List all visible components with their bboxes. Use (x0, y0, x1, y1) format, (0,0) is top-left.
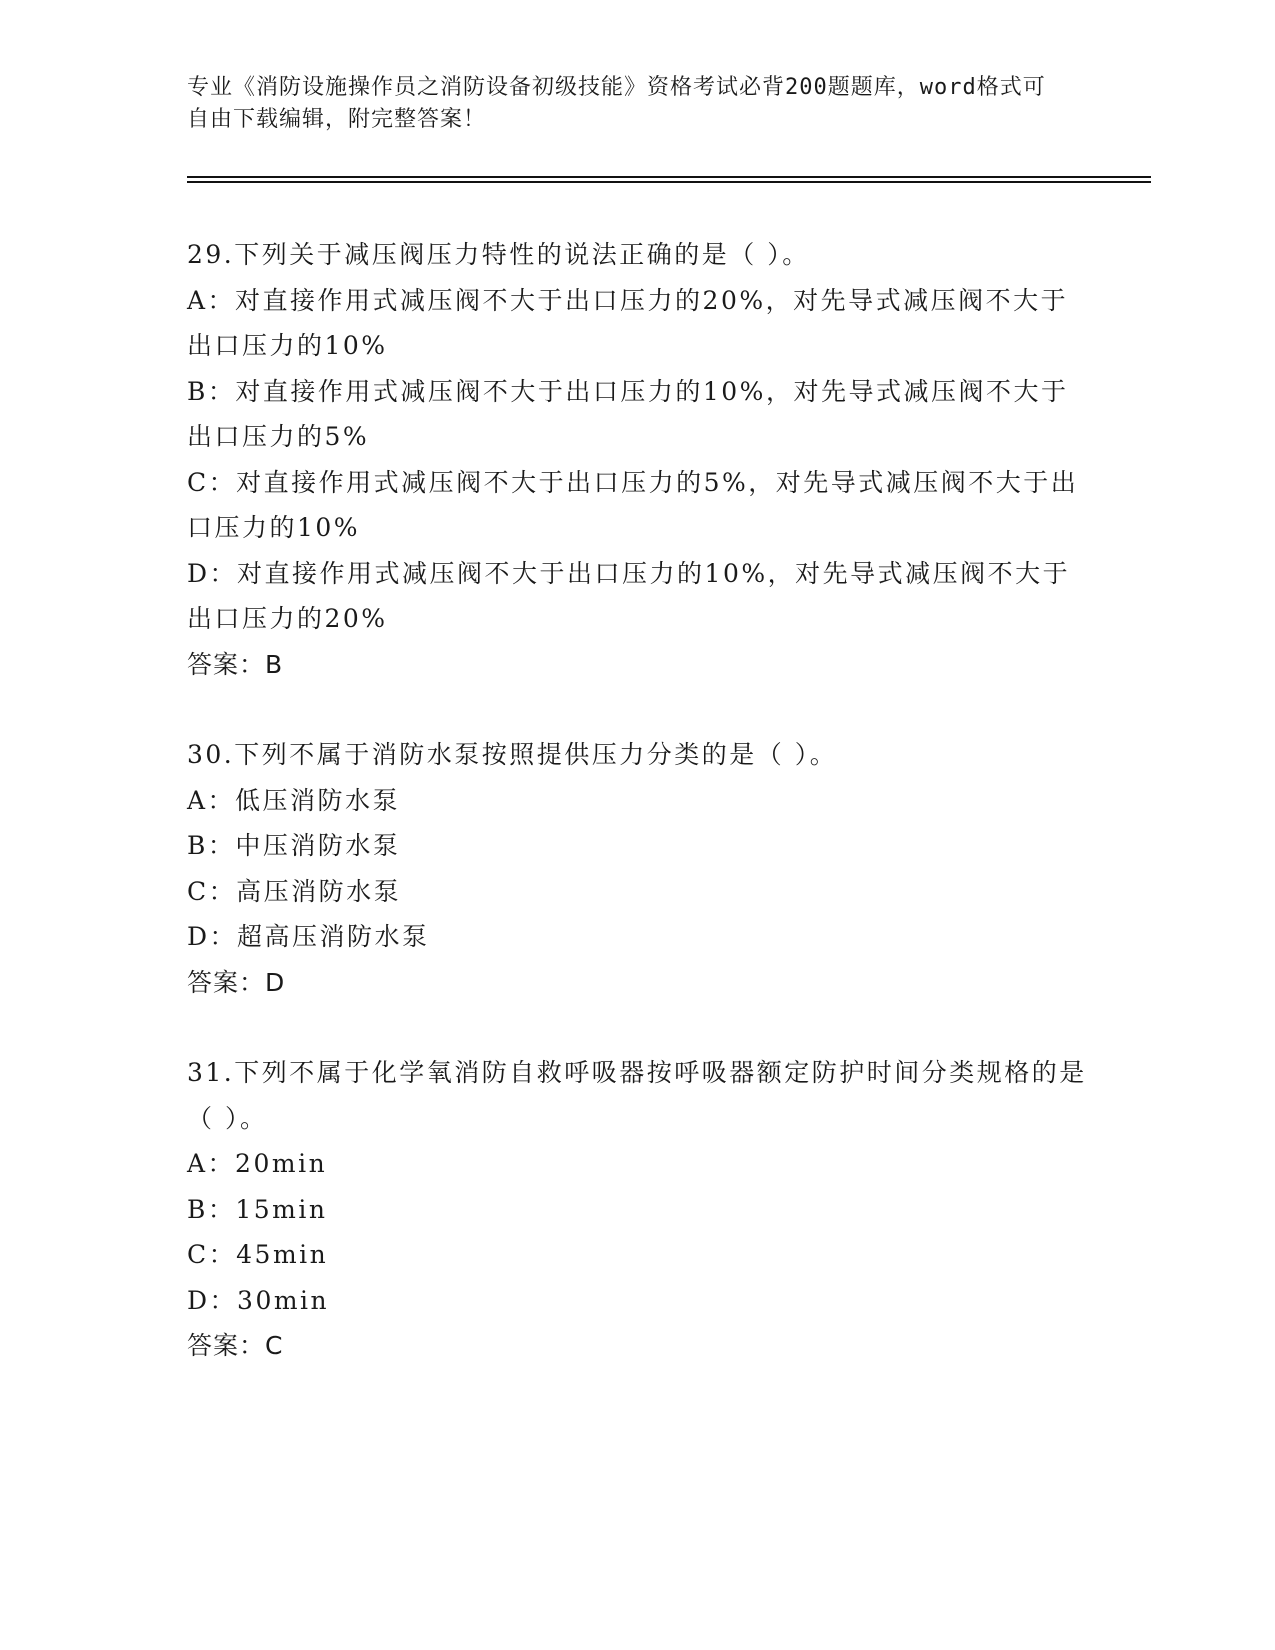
option-a: A：低压消防水泵 (187, 785, 401, 815)
option-b: B：15min (187, 1194, 328, 1224)
answer: 答案：C (187, 1331, 284, 1360)
document-header: 专业《消防设施操作员之消防设备初级技能》资格考试必背200题题库，word格式可自由下载编辑，附完整答案！ (187, 75, 1046, 132)
question-stem: 30.下列不属于消防水泵按照提供压力分类的是（ ）。 (187, 740, 838, 769)
option-a: A：20min (187, 1149, 328, 1178)
question-stem: 29.下列关于减压阀压力特性的说法正确的是（ ）。 (187, 240, 810, 269)
question-stem: 31.下列不属于化学氧消防自救呼吸器按呼吸器额定防护时间分类规格的是（ ）。 (187, 1058, 1087, 1133)
header-divider-bottom (187, 181, 1151, 183)
option-c: C：高压消防水泵 (187, 876, 402, 906)
question-30 (187, 732, 1087, 1005)
option-a: A：对直接作用式减压阀不大于出口压力的20%，对先导式减压阀不大于出口压力的10% (187, 285, 1069, 360)
option-d: D：超高压消防水泵 (187, 922, 430, 951)
option-b: B：中压消防水泵 (187, 831, 401, 860)
answer: 答案：B (187, 649, 284, 679)
header-divider-top (187, 176, 1151, 178)
question-list (187, 232, 1087, 1369)
answer: 答案：D (187, 967, 286, 997)
question-29 (187, 232, 1087, 687)
option-d: D：对直接作用式减压阀不大于出口压力的10%，对先导式减压阀不大于出口压力的20% (187, 558, 1071, 633)
option-d: D：30min (187, 1285, 330, 1315)
option-c: C：45min (187, 1240, 329, 1269)
question-31 (187, 1050, 1087, 1369)
option-c: C：对直接作用式减压阀不大于出口压力的5%，对先导式减压阀不大于出口压力的10% (187, 467, 1079, 542)
option-b: B：对直接作用式减压阀不大于出口压力的10%，对先导式减压阀不大于出口压力的5% (187, 376, 1069, 451)
